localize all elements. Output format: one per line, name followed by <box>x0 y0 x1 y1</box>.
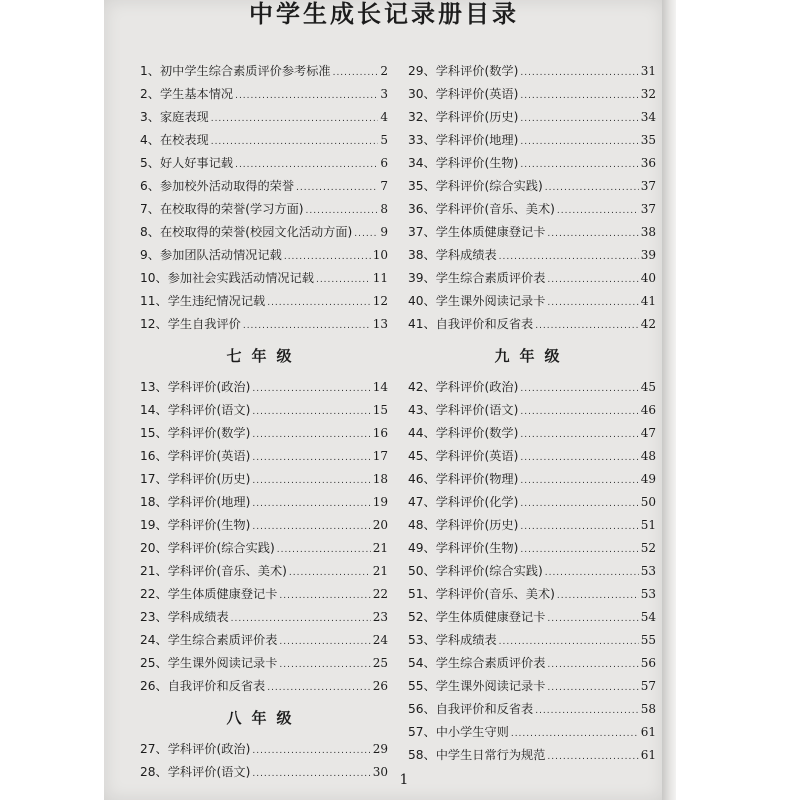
toc-entry <box>408 445 656 468</box>
toc-entry-page: 14 <box>372 380 388 394</box>
toc-entry-page: 9 <box>380 225 388 239</box>
dot-leader <box>520 85 638 108</box>
dot-leader <box>279 585 370 608</box>
toc-entry-page: 21 <box>372 564 388 578</box>
toc-entry-label: 39、学生综合素质评价表 <box>408 271 546 285</box>
dot-leader <box>547 608 638 631</box>
toc-entry <box>408 560 656 583</box>
dot-leader <box>252 470 370 493</box>
toc-entry <box>140 560 388 583</box>
toc-entry-page: 25 <box>372 656 388 670</box>
toc-entry <box>408 198 656 221</box>
toc-entry-label: 49、学科评价(生物) <box>408 541 519 555</box>
toc-entry-label: 12、学生自我评价 <box>140 317 241 331</box>
toc-entry-label: 19、学科评价(生物) <box>140 518 251 532</box>
toc-entry-label: 43、学科评价(语文) <box>408 403 519 417</box>
toc-entry-page: 21 <box>372 541 388 555</box>
toc-entry <box>140 198 388 221</box>
toc-entry <box>140 675 388 698</box>
toc-entry <box>140 629 388 652</box>
toc-entry <box>408 606 656 629</box>
toc-entry-label: 58、中学生日常行为规范 <box>408 748 546 762</box>
toc-entry-page: 30 <box>372 765 388 779</box>
dot-leader <box>235 85 378 108</box>
toc-entry-label: 57、中小学生守则 <box>408 725 509 739</box>
toc-entry <box>408 267 656 290</box>
toc-entry <box>140 514 388 537</box>
toc-entry-page: 61 <box>640 748 656 762</box>
toc-right-column <box>408 60 656 767</box>
toc-entry-label: 28、学科评价(语文) <box>140 765 251 779</box>
toc-entry <box>408 422 656 445</box>
toc-entry-label: 40、学生课外阅读记录卡 <box>408 294 546 308</box>
toc-entry-page: 3 <box>380 87 388 101</box>
toc-entry <box>408 152 656 175</box>
toc-entry-label: 52、学生体质健康登记卡 <box>408 610 546 624</box>
toc-entry-page: 19 <box>372 495 388 509</box>
toc-entry-label: 41、自我评价和反省表 <box>408 317 534 331</box>
dot-leader <box>333 62 379 85</box>
toc-entry-page: 12 <box>372 294 388 308</box>
toc-entry-label: 18、学科评价(地理) <box>140 495 251 509</box>
dot-leader <box>557 200 639 223</box>
toc-entry-label: 23、学科成绩表 <box>140 610 229 624</box>
dot-leader <box>520 447 638 470</box>
toc-entry <box>408 721 656 744</box>
page-edge <box>662 0 676 800</box>
toc-entry <box>140 761 388 784</box>
toc-entry-page: 2 <box>380 64 388 78</box>
toc-entry-label: 36、学科评价(音乐、美术) <box>408 202 555 216</box>
toc-entry-label: 11、学生违纪情况记载 <box>140 294 266 308</box>
dot-leader <box>520 424 638 447</box>
toc-entry-page: 53 <box>640 587 656 601</box>
toc-entry-label: 30、学科评价(英语) <box>408 87 519 101</box>
toc-entry-label: 22、学生体质健康登记卡 <box>140 587 278 601</box>
toc-entry <box>140 129 388 152</box>
toc-entry-label: 34、学科评价(生物) <box>408 156 519 170</box>
dot-leader <box>547 292 638 315</box>
toc-entry <box>140 244 388 267</box>
toc-entry <box>140 60 388 83</box>
toc-entry <box>408 290 656 313</box>
toc-entry <box>408 129 656 152</box>
toc-entry <box>140 290 388 313</box>
dot-leader <box>547 746 638 769</box>
toc-entry-label: 50、学科评价(综合实践) <box>408 564 543 578</box>
toc-entry-page: 22 <box>372 587 388 601</box>
toc-entry-label: 33、学科评价(地理) <box>408 133 519 147</box>
dot-leader <box>252 493 370 516</box>
toc-entry-label: 53、学科成绩表 <box>408 633 497 647</box>
toc-entry <box>408 491 656 514</box>
dot-leader <box>252 401 370 424</box>
toc-entry-page: 18 <box>372 472 388 486</box>
toc-entry <box>408 376 656 399</box>
toc-entry-label: 8、在校取得的荣誉(校园文化活动方面) <box>140 225 353 239</box>
toc-entry-page: 35 <box>640 133 656 147</box>
toc-entry <box>408 106 656 129</box>
toc-entry-page: 49 <box>640 472 656 486</box>
toc-entry <box>140 583 388 606</box>
dot-leader <box>520 131 638 154</box>
toc-entry <box>140 738 388 761</box>
toc-entry <box>140 445 388 468</box>
toc-grade9-list <box>408 376 656 767</box>
toc-entry <box>140 267 388 290</box>
toc-entry-page: 24 <box>372 633 388 647</box>
toc-entry-label: 37、学生体质健康登记卡 <box>408 225 546 239</box>
toc-entry-page: 4 <box>380 110 388 124</box>
dot-leader <box>520 493 638 516</box>
toc-entry <box>408 221 656 244</box>
toc-entry-page: 61 <box>640 725 656 739</box>
toc-entry-label: 6、参加校外活动取得的荣誉 <box>140 179 295 193</box>
toc-entry-page: 6 <box>380 156 388 170</box>
toc-entry-page: 39 <box>640 248 656 262</box>
dot-leader <box>557 585 639 608</box>
toc-entry-label: 47、学科评价(化学) <box>408 495 519 509</box>
dot-leader <box>545 562 639 585</box>
dot-leader <box>289 562 371 585</box>
toc-entry-page: 11 <box>372 271 388 285</box>
dot-leader <box>316 269 371 292</box>
toc-entry-page: 42 <box>640 317 656 331</box>
toc-entry-page: 20 <box>372 518 388 532</box>
toc-entry-label: 9、参加团队活动情况记载 <box>140 248 282 262</box>
toc-entry <box>140 652 388 675</box>
toc-entry-label: 5、好人好事记载 <box>140 156 234 170</box>
toc-entry-label: 44、学科评价(数学) <box>408 426 519 440</box>
toc-entry-page: 29 <box>372 742 388 756</box>
dot-leader <box>279 654 370 677</box>
toc-entry <box>408 537 656 560</box>
dot-leader <box>211 108 379 131</box>
dot-leader <box>235 154 378 177</box>
toc-entry-page: 52 <box>640 541 656 555</box>
toc-entry <box>140 606 388 629</box>
dot-leader <box>252 516 370 539</box>
toc-entry-page: 37 <box>640 202 656 216</box>
toc-entry-label: 26、自我评价和反省表 <box>140 679 266 693</box>
dot-leader <box>499 631 639 654</box>
toc-entry <box>140 422 388 445</box>
dot-leader <box>545 177 639 200</box>
toc-entry <box>140 152 388 175</box>
toc-entry-label: 4、在校表现 <box>140 133 209 147</box>
toc-entry-page: 5 <box>380 133 388 147</box>
toc-entry <box>140 83 388 106</box>
dot-leader <box>520 470 638 493</box>
toc-entry-label: 25、学生课外阅读记录卡 <box>140 656 278 670</box>
dot-leader <box>511 723 639 746</box>
toc-entry-label: 24、学生综合素质评价表 <box>140 633 278 647</box>
toc-entry <box>140 106 388 129</box>
toc-grade8-continued-list <box>408 60 656 336</box>
toc-entry-label: 15、学科评价(数学) <box>140 426 251 440</box>
toc-entry-label: 10、参加社会实践活动情况记载 <box>140 271 314 285</box>
dot-leader <box>252 740 370 763</box>
toc-entry-page: 45 <box>640 380 656 394</box>
toc-entry <box>408 468 656 491</box>
dot-leader <box>306 200 379 223</box>
toc-entry-label: 45、学科评价(英语) <box>408 449 519 463</box>
toc-entry-page: 16 <box>372 426 388 440</box>
toc-entry <box>140 537 388 560</box>
toc-entry-page: 36 <box>640 156 656 170</box>
dot-leader <box>231 608 371 631</box>
toc-entry <box>408 60 656 83</box>
toc-entry-label: 29、学科评价(数学) <box>408 64 519 78</box>
dot-leader <box>267 677 371 700</box>
dot-leader <box>520 539 638 562</box>
toc-entry-label: 1、初中学生综合素质评价参考标准 <box>140 64 331 78</box>
toc-entry <box>408 83 656 106</box>
dot-leader <box>252 447 370 470</box>
toc-entry-label: 35、学科评价(综合实践) <box>408 179 543 193</box>
toc-entry-page: 46 <box>640 403 656 417</box>
toc-entry <box>140 376 388 399</box>
toc-entry <box>408 652 656 675</box>
toc-entry-page: 51 <box>640 518 656 532</box>
toc-entry-page: 8 <box>380 202 388 216</box>
toc-entry-label: 48、学科评价(历史) <box>408 518 519 532</box>
dot-leader <box>499 246 639 269</box>
toc-intro-list <box>140 60 388 336</box>
toc-entry-page: 54 <box>640 610 656 624</box>
dot-leader <box>547 269 638 292</box>
toc-entry-label: 56、自我评价和反省表 <box>408 702 534 716</box>
toc-entry <box>408 244 656 267</box>
dot-leader <box>252 763 370 786</box>
toc-entry-label: 21、学科评价(音乐、美术) <box>140 564 287 578</box>
toc-entry-page: 10 <box>372 248 388 262</box>
page-title: 中学生成长记录册目录 <box>249 0 519 28</box>
toc-entry-page: 32 <box>640 87 656 101</box>
dot-leader <box>535 315 639 338</box>
dot-leader <box>279 631 370 654</box>
toc-entry <box>140 175 388 198</box>
dot-leader <box>520 62 638 85</box>
toc-entry-page: 55 <box>640 633 656 647</box>
toc-entry-label: 2、学生基本情况 <box>140 87 234 101</box>
toc-entry <box>408 698 656 721</box>
dot-leader <box>243 315 371 338</box>
dot-leader <box>277 539 371 562</box>
toc-entry-page: 48 <box>640 449 656 463</box>
toc-entry-page: 50 <box>640 495 656 509</box>
dot-leader <box>211 131 379 154</box>
dot-leader <box>520 401 638 424</box>
toc-entry-label: 42、学科评价(政治) <box>408 380 519 394</box>
toc-entry-label: 27、学科评价(政治) <box>140 742 251 756</box>
toc-entry-label: 14、学科评价(语文) <box>140 403 251 417</box>
grade-8-heading: 八年级 <box>226 709 302 727</box>
toc-entry-label: 20、学科评价(综合实践) <box>140 541 275 555</box>
toc-entry-label: 13、学科评价(政治) <box>140 380 251 394</box>
dot-leader <box>267 292 371 315</box>
toc-entry-page: 13 <box>372 317 388 331</box>
toc-entry-page: 7 <box>380 179 388 193</box>
toc-grade8-list <box>140 738 388 784</box>
toc-entry <box>408 399 656 422</box>
dot-leader <box>354 223 378 246</box>
dot-leader <box>296 177 378 200</box>
toc-entry-page: 31 <box>640 64 656 78</box>
toc-entry-page: 34 <box>640 110 656 124</box>
toc-entry-page: 58 <box>640 702 656 716</box>
toc-entry-page: 53 <box>640 564 656 578</box>
dot-leader <box>547 223 638 246</box>
toc-entry-page: 17 <box>372 449 388 463</box>
toc-entry-page: 41 <box>640 294 656 308</box>
toc-grade7-list <box>140 376 388 698</box>
dot-leader <box>252 378 370 401</box>
page-number: 1 <box>399 772 409 788</box>
dot-leader <box>547 654 638 677</box>
toc-entry-page: 37 <box>640 179 656 193</box>
dot-leader <box>284 246 371 269</box>
toc-entry <box>140 221 388 244</box>
toc-entry-label: 16、学科评价(英语) <box>140 449 251 463</box>
toc-entry <box>408 629 656 652</box>
toc-entry-label: 46、学科评价(物理) <box>408 472 519 486</box>
toc-entry-label: 3、家庭表现 <box>140 110 209 124</box>
toc-entry <box>140 399 388 422</box>
dot-leader <box>252 424 370 447</box>
toc-entry <box>408 583 656 606</box>
toc-entry-page: 57 <box>640 679 656 693</box>
toc-entry-page: 15 <box>372 403 388 417</box>
toc-entry <box>408 675 656 698</box>
toc-entry-page: 47 <box>640 426 656 440</box>
grade-9-heading: 九年级 <box>494 347 570 365</box>
toc-entry <box>408 744 656 767</box>
dot-leader <box>520 108 638 131</box>
toc-entry <box>408 514 656 537</box>
toc-entry-page: 23 <box>372 610 388 624</box>
toc-entry-label: 38、学科成绩表 <box>408 248 497 262</box>
toc-entry <box>408 175 656 198</box>
toc-entry-label: 32、学科评价(历史) <box>408 110 519 124</box>
toc-entry-page: 56 <box>640 656 656 670</box>
toc-entry <box>140 468 388 491</box>
toc-left-column <box>140 60 388 784</box>
toc-entry-label: 7、在校取得的荣誉(学习方面) <box>140 202 304 216</box>
toc-entry-label: 54、学生综合素质评价表 <box>408 656 546 670</box>
grade-7-heading: 七年级 <box>226 347 302 365</box>
toc-entry-label: 51、学科评价(音乐、美术) <box>408 587 555 601</box>
toc-entry <box>140 313 388 336</box>
toc-entry <box>140 491 388 514</box>
toc-entry-page: 40 <box>640 271 656 285</box>
toc-entry-page: 26 <box>372 679 388 693</box>
dot-leader <box>520 154 638 177</box>
toc-entry <box>408 313 656 336</box>
dot-leader <box>520 378 638 401</box>
toc-entry-label: 17、学科评价(历史) <box>140 472 251 486</box>
dot-leader <box>520 516 638 539</box>
toc-entry-page: 38 <box>640 225 656 239</box>
toc-entry-label: 55、学生课外阅读记录卡 <box>408 679 546 693</box>
dot-leader <box>547 677 638 700</box>
dot-leader <box>535 700 639 723</box>
